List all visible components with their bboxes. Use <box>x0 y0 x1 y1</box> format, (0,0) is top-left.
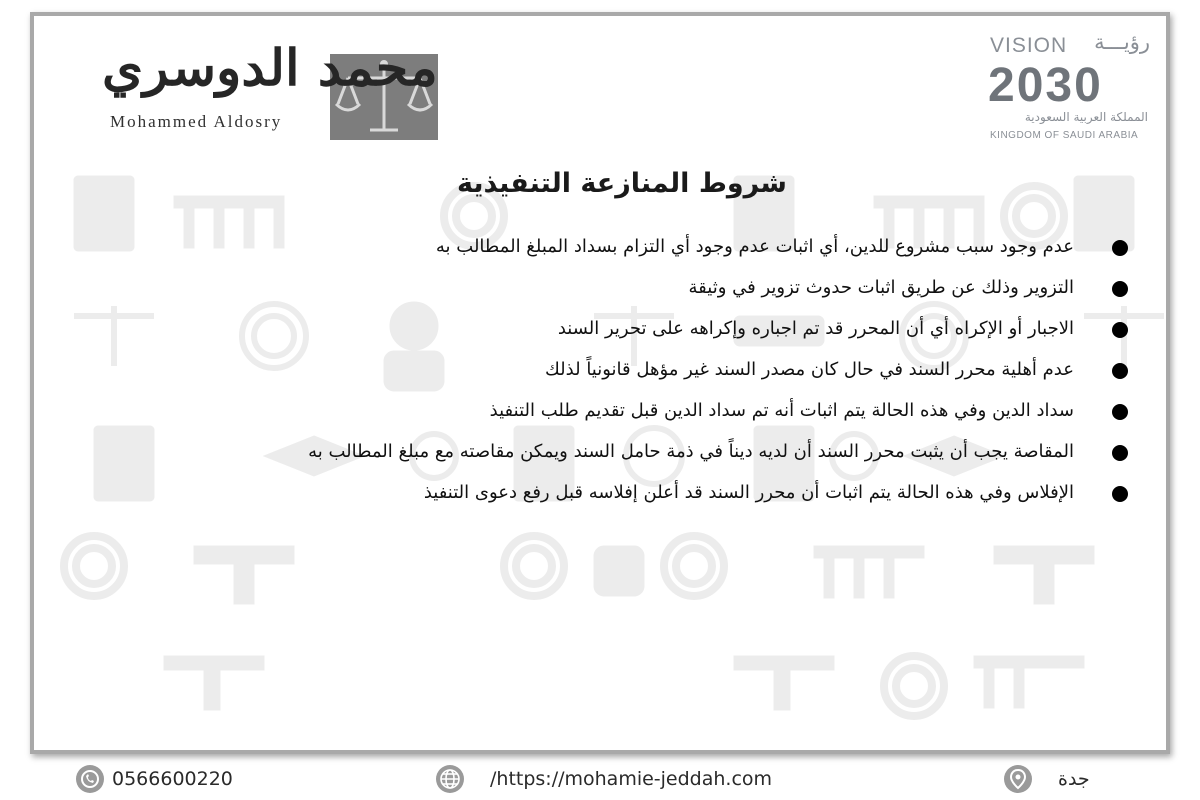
list-item <box>76 349 1136 390</box>
vision-latin-label: VISION <box>990 34 1068 57</box>
location-pin-icon <box>1004 765 1032 793</box>
whatsapp-icon <box>76 765 104 793</box>
page-title <box>34 168 1166 199</box>
footer <box>0 756 1200 800</box>
bullet-icon <box>1112 404 1128 420</box>
list-item-text: سداد الدين وفي هذه الحالة يتم اثبات أنه تم سداد الدين قبل تقديم طلب التنفيذ <box>489 400 1074 421</box>
page-title-text: شروط المنازعة التنفيذية <box>457 168 787 199</box>
footer-phone[interactable] <box>76 764 233 794</box>
list-item <box>76 390 1136 431</box>
list-item <box>76 431 1136 472</box>
phone-number: 0566600220 <box>112 768 233 790</box>
list-item-text: عدم وجود سبب مشروع للدين، أي اثبات عدم وجود أي التزام بسداد المبلغ المطالب به <box>435 236 1074 257</box>
footer-website[interactable] <box>436 764 772 794</box>
logo-arabic-text: محمد الدوسري <box>102 38 438 97</box>
globe-icon <box>436 765 464 793</box>
list-item-text: الاجبار أو الإكراه أي أن المحرر قد تم اجباره وإكراهه على تحرير السند <box>557 318 1074 339</box>
bullet-icon <box>1112 322 1128 338</box>
list-item-text: الإفلاس وفي هذه الحالة يتم اثبات أن محرر السند قد أعلن إفلاسه قبل رفع دعوى التنفيذ <box>423 482 1074 503</box>
main-content <box>34 16 1166 750</box>
bullet-icon <box>1112 486 1128 502</box>
bullet-icon <box>1112 240 1128 256</box>
page-frame <box>30 12 1170 754</box>
list-item <box>76 267 1136 308</box>
list-item-text: التزوير وذلك عن طريق اثبات حدوث تزوير في وثيقة <box>688 277 1074 298</box>
vision-arabic-label: رؤيـــة <box>1094 30 1150 54</box>
footer-location <box>1004 764 1090 794</box>
bullet-icon <box>1112 445 1128 461</box>
conditions-list <box>76 226 1136 513</box>
list-item <box>76 472 1136 513</box>
list-item <box>76 308 1136 349</box>
logo-latin-text: Mohammed Aldosry <box>110 112 283 131</box>
vision-kingdom-arabic: المملكة العربية السعودية <box>1024 110 1148 124</box>
website-link: /https://mohamie-jeddah.com <box>490 768 773 790</box>
vision-year: 2030 <box>988 59 1103 112</box>
list-item-text: المقاصة يجب أن يثبت محرر السند أن لديه ديناً في ذمة حامل السند ويمكن مقاصته مع مبلغ المطالب به <box>308 441 1074 462</box>
list-item <box>76 226 1136 267</box>
vision-kingdom-latin: KINGDOM OF SAUDI ARABIA <box>990 130 1139 141</box>
list-item-text: عدم أهلية محرر السند في حال كان مصدر السند غير مؤهل قانونياً لذلك <box>545 359 1074 380</box>
bullet-icon <box>1112 281 1128 297</box>
city-name: جدة <box>1058 768 1090 790</box>
bullet-icon <box>1112 363 1128 379</box>
